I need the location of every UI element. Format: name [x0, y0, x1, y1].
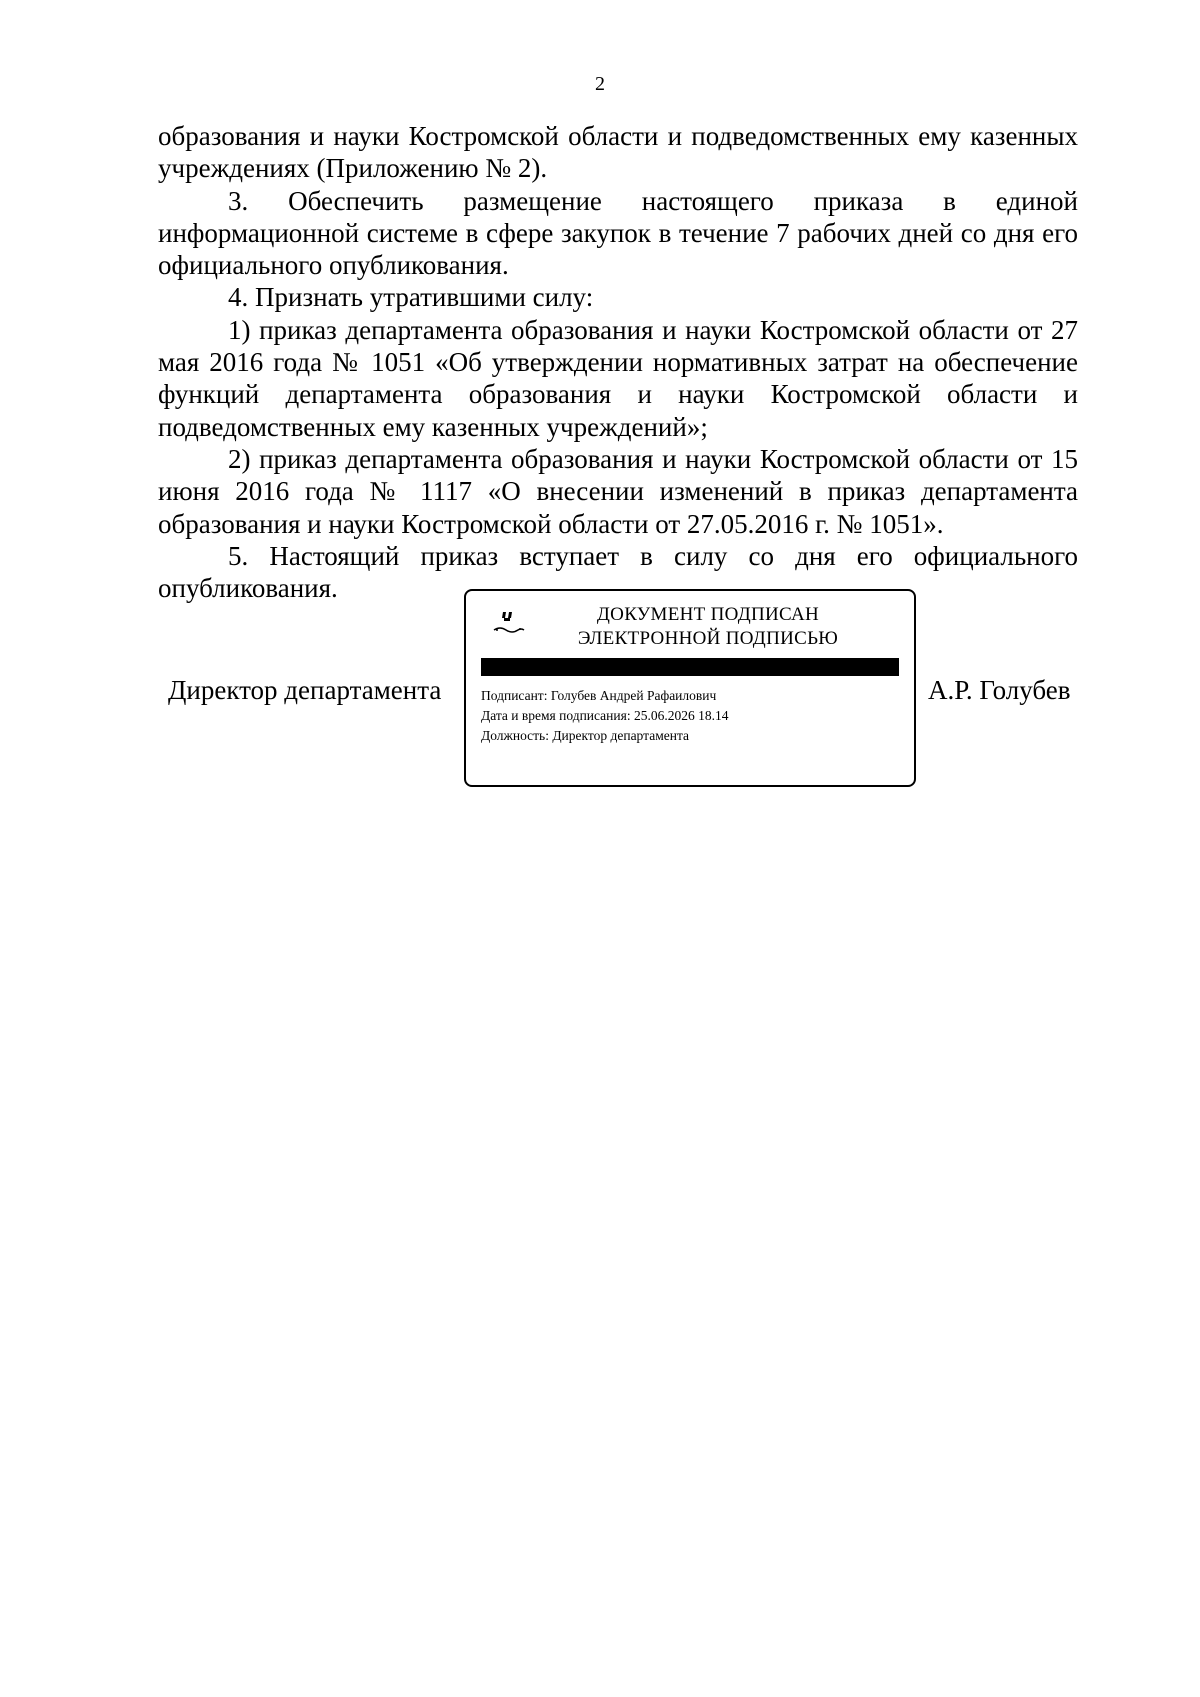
stamp-title-line-2: ЭЛЕКТРОННОЙ ПОДПИСЬЮ: [577, 628, 839, 649]
document-body: [158, 120, 1078, 604]
page-number: 2: [595, 73, 605, 95]
signature-position-label: Директор департамента: [168, 675, 442, 705]
paragraph-item-5: 5. Настоящий приказ вступает в силу со дня его официального опубликования.: [158, 540, 1078, 604]
paragraph-item-3: 3. Обеспечить размещение настоящего приказа в единой информационной системе в сфере закупок в течение 7 рабочих дней со дня его официального опубликования.: [158, 185, 1078, 281]
stamp-datetime: Дата и время подписания: 25.06.2026 18.14: [481, 708, 729, 723]
stamp-details: [481, 686, 901, 746]
paragraph-continuation: образования и науки Костромской области и подведомственных ему казенных учреждениях (Приложению № 2).: [158, 121, 1078, 184]
stamp-certificate-bar: [481, 658, 899, 676]
stamp-title-line-1: ДОКУМЕНТ ПОДПИСАН: [596, 604, 820, 625]
stamp-title: [558, 603, 858, 651]
paragraph-subitem-2: 2) приказ департамента образования и науки Костромской области от 15 июня 2016 года № 1117 «О внесении изменений в приказ департамента образования и науки Костромской области от 27.05.2016 г. № 1051».: [158, 443, 1078, 539]
stamp-position: Должность: Директор департамента: [481, 728, 690, 743]
coat-of-arms-icon: [492, 609, 526, 637]
signer-name: А.Р. Голубев: [928, 675, 1071, 705]
electronic-signature-stamp: [464, 589, 916, 787]
paragraph-subitem-1: 1) приказ департамента образования и науки Костромской области от 27 мая 2016 года № 1051 «Об утверждении нормативных затрат на обеспечение функций департамента образования и науки Костромской области и подведомственных ему казенных учреждений»;: [158, 314, 1078, 442]
stamp-signer: Подписант: Голубев Андрей Рафаилович: [481, 688, 717, 703]
paragraph-item-4: 4. Признать утратившими силу:: [228, 282, 594, 313]
